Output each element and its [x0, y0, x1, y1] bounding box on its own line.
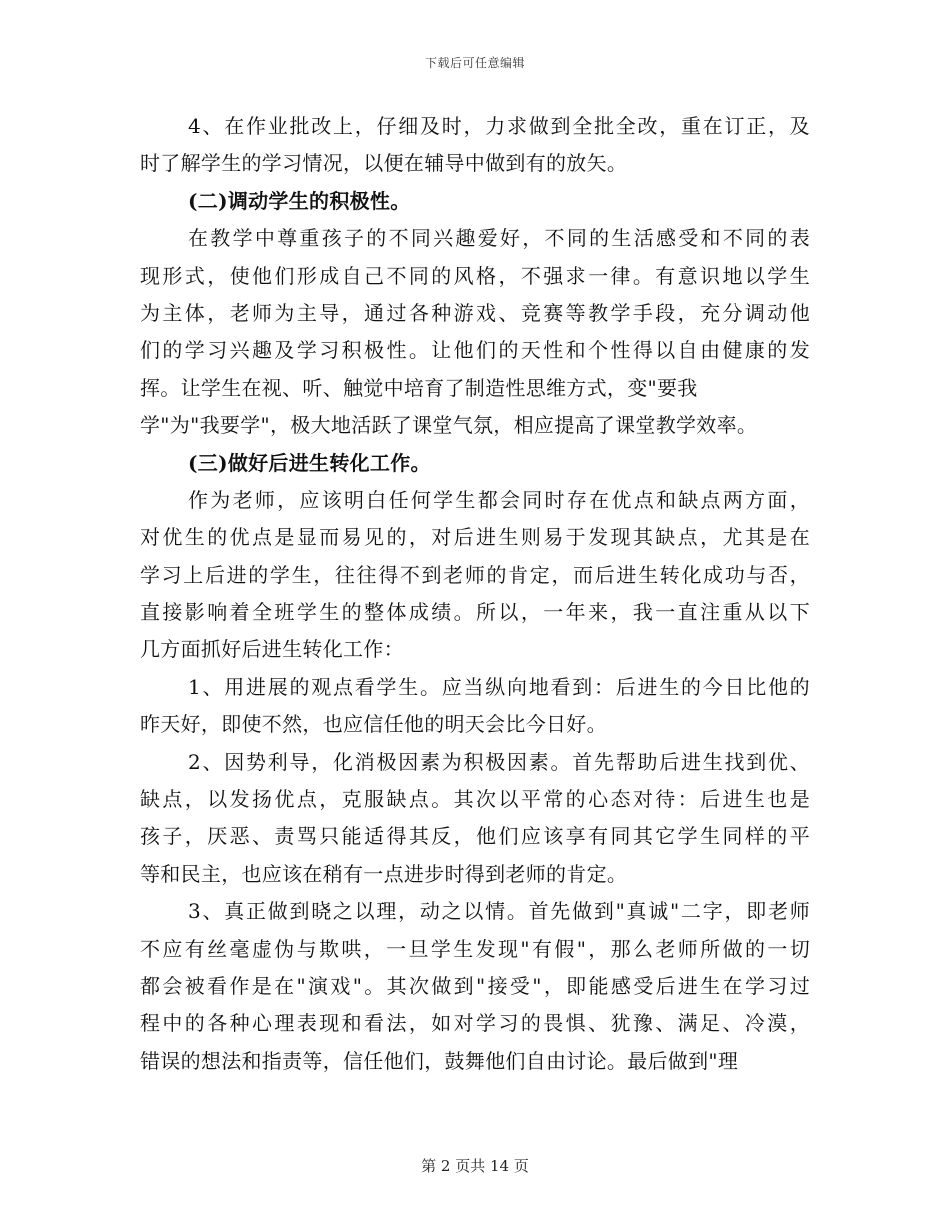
text-line: 1、用进展的观点看学生。应当纵向地看到：后进生的今日比他的	[188, 674, 810, 699]
text-line: 作为老师，应该明白任何学生都会同时存在优点和缺点两方面，	[188, 487, 810, 512]
text-line: 时了解学生的学习情况，以便在辅导中做到有的放矢。	[140, 151, 628, 176]
text-line: 程中的各种心理表现和看法，如对学习的畏惧、犹豫、满足、冷漠，	[140, 1011, 810, 1036]
text-line: 学"为"我要学"，极大地活跃了课堂气氛，相应提高了课堂教学效率。	[140, 413, 758, 438]
text-line: 不应有丝毫虚伪与欺哄，一旦学生发现"有假"，那么老师所做的一切	[140, 936, 810, 961]
text-line: 几方面抓好后进生转化工作：	[140, 637, 404, 662]
text-line: 都会被看作是在"演戏"。其次做到"接受"，即能感受后进生在学习过	[140, 973, 810, 998]
text-line: 现形式，使他们形成自己不同的风格，不强求一律。有意识地以学生	[140, 263, 810, 288]
page-header: 下载后可任意编辑	[424, 56, 525, 70]
document-body	[140, 108, 810, 1080]
text-line: 挥。让学生在视、听、触觉中培育了制造性思维方式，变"要我	[140, 375, 698, 400]
text-line: 学习上后进的学生，往往得不到老师的肯定，而后进生转化成功与否，	[140, 562, 810, 587]
section-heading: (二)调动学生的积极性。	[188, 188, 411, 213]
text-line: 们的学习兴趣及学习积极性。让他们的天性和个性得以自由健康的发	[140, 338, 810, 363]
text-line: 对优生的优点是显而易见的，对后进生则易于发现其缺点，尤其是在	[140, 525, 810, 550]
text-line: 3、真正做到晓之以理，动之以情。首先做到"真诚"二字，即老师	[188, 899, 810, 924]
text-line: 缺点，以发扬优点，克服缺点。其次以平常的心态对待：后进生也是	[140, 787, 810, 812]
text-line: 为主体，老师为主导，通过各种游戏、竞赛等教学手段，充分调动他	[140, 300, 810, 325]
text-line: 2、因势利导，化消极因素为积极因素。首先帮助后进生找到优、	[188, 749, 810, 774]
text-line: 错误的想法和指责等，信任他们，鼓舞他们自由讨论。最后做到"理	[140, 1048, 739, 1073]
text-line: 孩子，厌恶、责骂只能适得其反，他们应该享有同其它学生同样的平	[140, 824, 810, 849]
text-line: 在教学中尊重孩子的不同兴趣爱好，不同的生活感受和不同的表	[188, 226, 810, 251]
text-line: 昨天好，即使不然，也应信任他的明天会比今日好。	[140, 712, 607, 737]
page-footer: 第 2 页共 14 页	[421, 1157, 529, 1175]
text-line: 4、在作业批改上，仔细及时，力求做到全批全改，重在订正，及	[188, 114, 810, 138]
text-line: 等和民主，也应该在稍有一点进步时得到老师的肯定。	[140, 861, 628, 886]
text-line: 直接影响着全班学生的整体成绩。所以，一年来，我一直注重从以下	[140, 600, 810, 625]
section-heading: (三)做好后进生转化工作。	[188, 450, 431, 475]
